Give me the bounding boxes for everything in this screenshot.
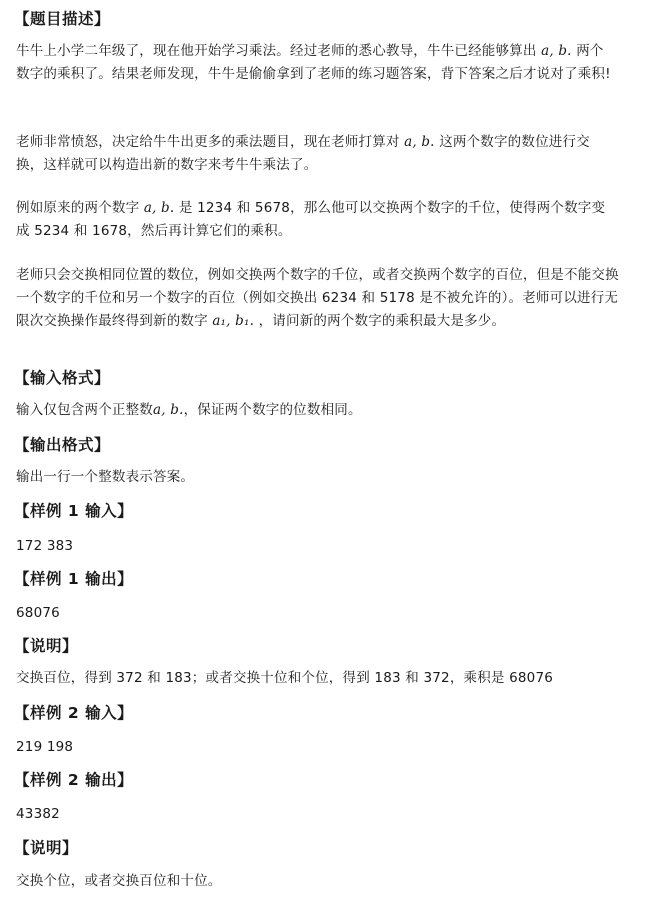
output-format-heading: 【输出格式】	[14, 436, 111, 454]
description-paragraph-4	[16, 264, 624, 333]
note-1-text: 交换百位，得到 372 和 183；或者交换十位和个位，得到 183 和 372，乘积是 68076	[16, 670, 554, 686]
sample-2-input-heading: 【样例 2 输入】	[14, 704, 134, 722]
input-format-text	[16, 399, 616, 422]
note-1-heading: 【说明】	[14, 637, 79, 655]
sample-1-input-heading: 【样例 1 输入】	[14, 502, 134, 520]
note-2-text: 交换个位，或者交换百位和十位。	[16, 873, 222, 889]
p2-text-b: 这两个数字的数位进行交换，这样就可以构造出新的数字来考牛牛乘法了。	[16, 134, 590, 173]
input-format-heading: 【输入格式】	[14, 369, 111, 387]
p1-math: a, b.	[541, 43, 572, 59]
sample-2-input-text: 219 198	[16, 739, 74, 755]
sample-2-output-text: 43382	[16, 806, 60, 822]
sample-1-output-heading: 【样例 1 输出】	[14, 570, 134, 588]
p4-math: a₁, b₁.	[212, 313, 255, 329]
p3-text-b: 是 1234 和 5678，那么他可以交换两个数字的千位，使得两个数字变成 5234 和 1678，然后再计算它们的乘积。	[16, 200, 606, 239]
p1-text-a: 牛牛上小学二年级了，现在他开始学习乘法。经过老师的悉心教导，牛牛已经能够算出	[16, 43, 537, 59]
sample-1-output-text: 68076	[16, 605, 60, 621]
input-text-b: ，保证两个数字的位数相同。	[183, 402, 362, 418]
description-heading: 【题目描述】	[14, 10, 111, 28]
sample-2-output-heading: 【样例 2 输出】	[14, 771, 134, 789]
sample-1-input-text: 172 383	[16, 538, 74, 554]
description-paragraph-3	[16, 197, 616, 243]
description-paragraph-2	[16, 131, 616, 177]
p4-text-a: 老师只会交换相同位置的数位，例如交换两个数字的千位，或者交换两个数字的百位，但是不能交换一个数字的千位和另一个数字的百位（例如交换出 6234 和 5178 是不被允许的）。老师可以进行无限次交换操作最终得到新的数字	[16, 267, 619, 329]
p3-math: a, b.	[143, 200, 175, 216]
note-2-heading: 【说明】	[14, 839, 79, 857]
p2-text-a: 老师非常愤怒，决定给牛牛出更多的乘法题目，现在老师打算对	[16, 134, 400, 150]
p2-math: a, b.	[404, 134, 435, 150]
output-format-text: 输出一行一个整数表示答案。	[16, 469, 195, 485]
input-text-a: 输入仅包含两个正整数	[16, 402, 153, 418]
p3-text-a: 例如原来的两个数字	[16, 200, 140, 216]
p4-text-b: ，请问新的两个数字的乘积最大是多少。	[258, 313, 506, 329]
description-paragraph-1	[16, 40, 616, 86]
input-math: a, b.	[153, 402, 184, 418]
p1-text-b: 两个数字的乘积了。结果老师发现，牛牛是偷偷拿到了老师的练习题答案，背下答案之后才说对了乘积!	[16, 43, 611, 82]
